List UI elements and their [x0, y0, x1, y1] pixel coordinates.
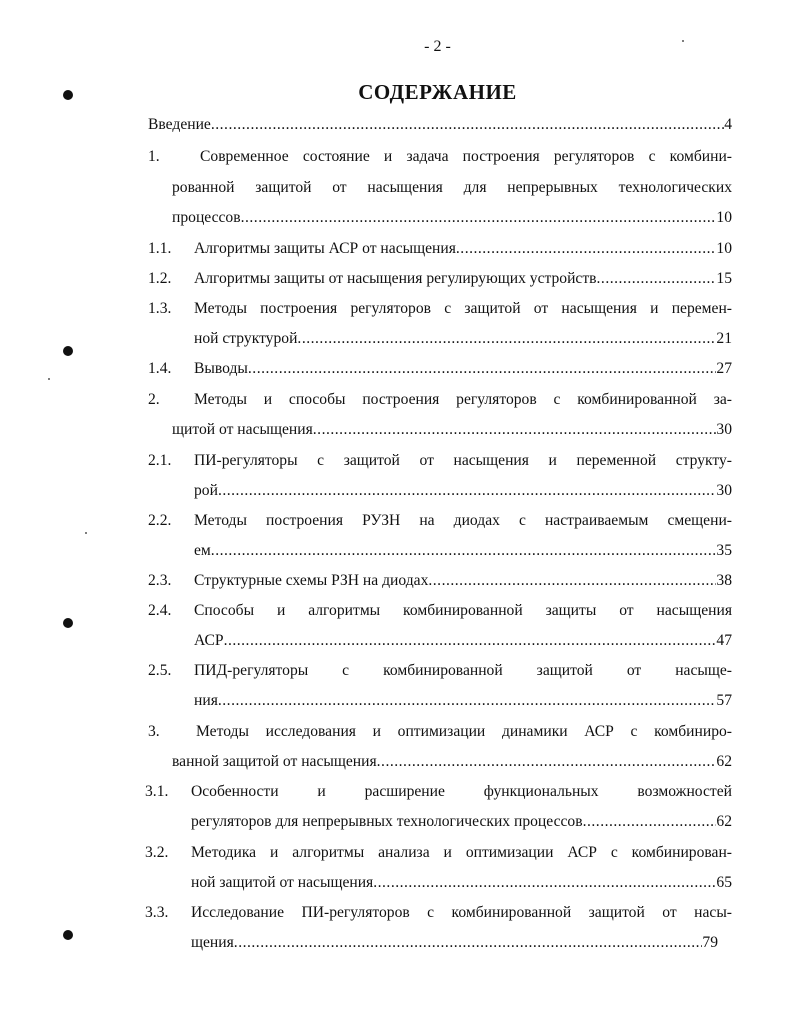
toc-entry-1-4 — [194, 358, 732, 380]
toc-entry-1-3 — [194, 328, 732, 350]
toc-entry-text: Методика и алгоритмы анализа и оптимизации АСР с комбинирован- — [191, 844, 732, 861]
toc-section-number: 2.4. — [148, 602, 172, 619]
toc-section-number: 2.5. — [148, 662, 172, 679]
toc-section-number: 3.3. — [145, 904, 169, 921]
toc-page-number: 35 — [716, 542, 732, 559]
toc-page-number: 15 — [716, 270, 732, 287]
toc-entry-text: ванной защитой от насыщения — [172, 753, 377, 770]
toc-entry-text: рованной защитой от насыщения для непрерывных технологических — [172, 179, 732, 196]
toc-entry-text: ния — [194, 692, 218, 709]
toc-page-number: 57 — [716, 692, 732, 709]
toc-entry-text: Методы исследования и оптимизации динамики АСР с комбиниро- — [196, 723, 732, 740]
toc-entry-2-5 — [194, 690, 732, 712]
toc-entry-intro — [148, 114, 732, 136]
toc-entry-text: Методы и способы построения регуляторов с комбинированной за- — [194, 391, 732, 408]
toc-entry-section-3 — [172, 751, 732, 773]
toc-entry-text: ПИ-регуляторы с защитой от насыщения и переменной структу- — [194, 452, 732, 469]
toc-entry-text: Введение — [148, 116, 211, 133]
toc-entry-1-2 — [194, 268, 732, 290]
toc-entry-text: Алгоритмы защиты АСР от насыщения — [194, 240, 456, 257]
toc-entry-text: рой — [194, 482, 218, 499]
scan-speck — [48, 378, 50, 380]
toc-entry-text: Методы построения регуляторов с защитой от насыщения и перемен- — [194, 300, 732, 317]
toc-entry-text: регуляторов для непрерывных технологических процессов — [191, 813, 583, 830]
toc-section-number: 3. — [148, 723, 160, 740]
toc-page-number: 62 — [716, 813, 732, 830]
toc-entry-2-1 — [194, 480, 732, 502]
toc-entry-text: Методы построения РУЗН на диодах с настраиваемым смещени- — [194, 512, 732, 529]
toc-entry-3-2 — [191, 872, 732, 894]
toc-entry-text: ной защитой от насыщения — [191, 874, 374, 891]
toc-entry-text: щения — [191, 934, 234, 951]
toc-section-number: 1.2. — [148, 270, 172, 287]
toc-section-number: 1.4. — [148, 360, 172, 377]
toc-page-number: 10 — [716, 209, 732, 226]
toc-entry-2-4 — [194, 630, 732, 652]
toc-entry-text: Исследование ПИ-регуляторов с комбинированной защитой от насы- — [191, 904, 732, 921]
toc-entry-text: Особенности и расширение функциональных возможностей — [191, 783, 732, 800]
toc-entry-2-3 — [194, 570, 732, 592]
toc-page-number: 30 — [716, 421, 732, 438]
toc-page-number: 62 — [716, 753, 732, 770]
binding-hole-mark — [63, 346, 73, 356]
toc-page-number: 47 — [716, 632, 732, 649]
page-title: СОДЕРЖАНИЕ — [358, 80, 517, 104]
toc-entry-section-1 — [172, 207, 732, 229]
page-number: - 2 - — [424, 38, 451, 55]
toc-section-number: 3.2. — [145, 844, 169, 861]
toc-page-number: 21 — [716, 330, 732, 347]
toc-page-number: 65 — [716, 874, 732, 891]
toc-entry-section-2 — [172, 419, 732, 441]
toc-entry-3-3 — [191, 932, 718, 954]
toc-entry-text: Выводы — [194, 360, 248, 377]
toc-entry-3-1 — [191, 811, 732, 833]
toc-page-number: 38 — [716, 572, 732, 589]
toc-entry-2-2 — [194, 540, 732, 562]
binding-hole-mark — [63, 930, 73, 940]
toc-page-number: 30 — [716, 482, 732, 499]
scan-speck — [85, 532, 87, 534]
toc-section-number: 2.3. — [148, 572, 172, 589]
toc-entry-text: ной структурой — [194, 330, 298, 347]
toc-entry-text: Структурные схемы РЗН на диодах — [194, 572, 429, 589]
toc-section-number: 1. — [148, 148, 160, 165]
toc-page-number: 4 — [724, 116, 732, 133]
toc-entry-text: Современное состояние и задача построения регуляторов с комбини- — [200, 148, 732, 165]
toc-page-number: 10 — [716, 240, 732, 257]
toc-entry-text: процессов — [172, 209, 241, 226]
toc-page-number: 27 — [716, 360, 732, 377]
toc-entry-text: Алгоритмы защиты от насыщения регулирующих устройств — [194, 270, 597, 287]
binding-hole-mark — [63, 618, 73, 628]
toc-section-number: 2.2. — [148, 512, 172, 529]
toc-entry-text: ПИД-регуляторы с комбинированной защитой от насыще- — [194, 662, 732, 679]
toc-entry-text: ем — [194, 542, 211, 559]
toc-section-number: 3.1. — [145, 783, 169, 800]
toc-entry-text: Способы и алгоритмы комбинированной защиты от насыщения — [194, 602, 732, 619]
toc-section-number: 1.3. — [148, 300, 172, 317]
toc-section-number: 1.1. — [148, 240, 172, 257]
toc-section-number: 2.1. — [148, 452, 172, 469]
toc-section-number: 2. — [148, 391, 160, 408]
toc-entry-text: щитой от насыщения — [172, 421, 313, 438]
toc-page-number: 79 — [702, 934, 718, 951]
toc-entry-text: АСР — [194, 632, 224, 649]
toc-entry-1-1 — [194, 238, 732, 260]
